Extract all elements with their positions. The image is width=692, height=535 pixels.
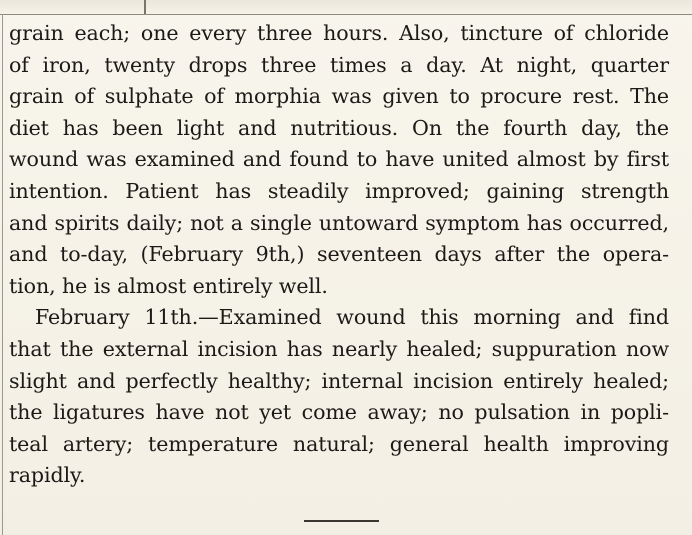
- section-divider: [304, 520, 379, 522]
- text-line: teal artery; temperature natural; general health improving: [9, 431, 669, 456]
- text-line: of iron, twenty drops three times a day. At night, quarter: [9, 52, 669, 77]
- top-rule-notch: [144, 0, 146, 14]
- left-border: [2, 14, 3, 535]
- text-line: intention. Patient has steadily improved; gaining strength: [9, 178, 669, 203]
- text-line: that the external incision has nearly healed; suppuration now: [9, 336, 669, 361]
- text-line: tion, he is almost entirely well.: [9, 273, 328, 298]
- paragraph-2: [9, 302, 669, 492]
- text-line: and spirits daily; not a single untoward symptom has occurred,: [9, 210, 669, 235]
- text-line: rapidly.: [9, 463, 86, 488]
- text-line: wound was examined and found to have united almost by first: [9, 147, 669, 172]
- text-line: February 11th.—Examined wound this morning and find: [35, 305, 669, 330]
- text-line: the ligatures have not yet come away; no pulsation in popli-: [9, 400, 669, 425]
- text-line: and to-day, (February 9th,) seventeen days after the opera-: [9, 242, 669, 267]
- text-line: grain each; one every three hours. Also, tincture of chloride: [9, 21, 669, 45]
- paragraph-1: [9, 18, 669, 302]
- text-line: diet has been light and nutritious. On the fourth day, the: [9, 115, 669, 140]
- body-text: [9, 18, 669, 492]
- top-rule: [0, 0, 692, 15]
- text-line: slight and perfectly healthy; internal incision entirely healed;: [9, 368, 669, 393]
- text-line: grain of sulphate of morphia was given to procure rest. The: [9, 84, 669, 109]
